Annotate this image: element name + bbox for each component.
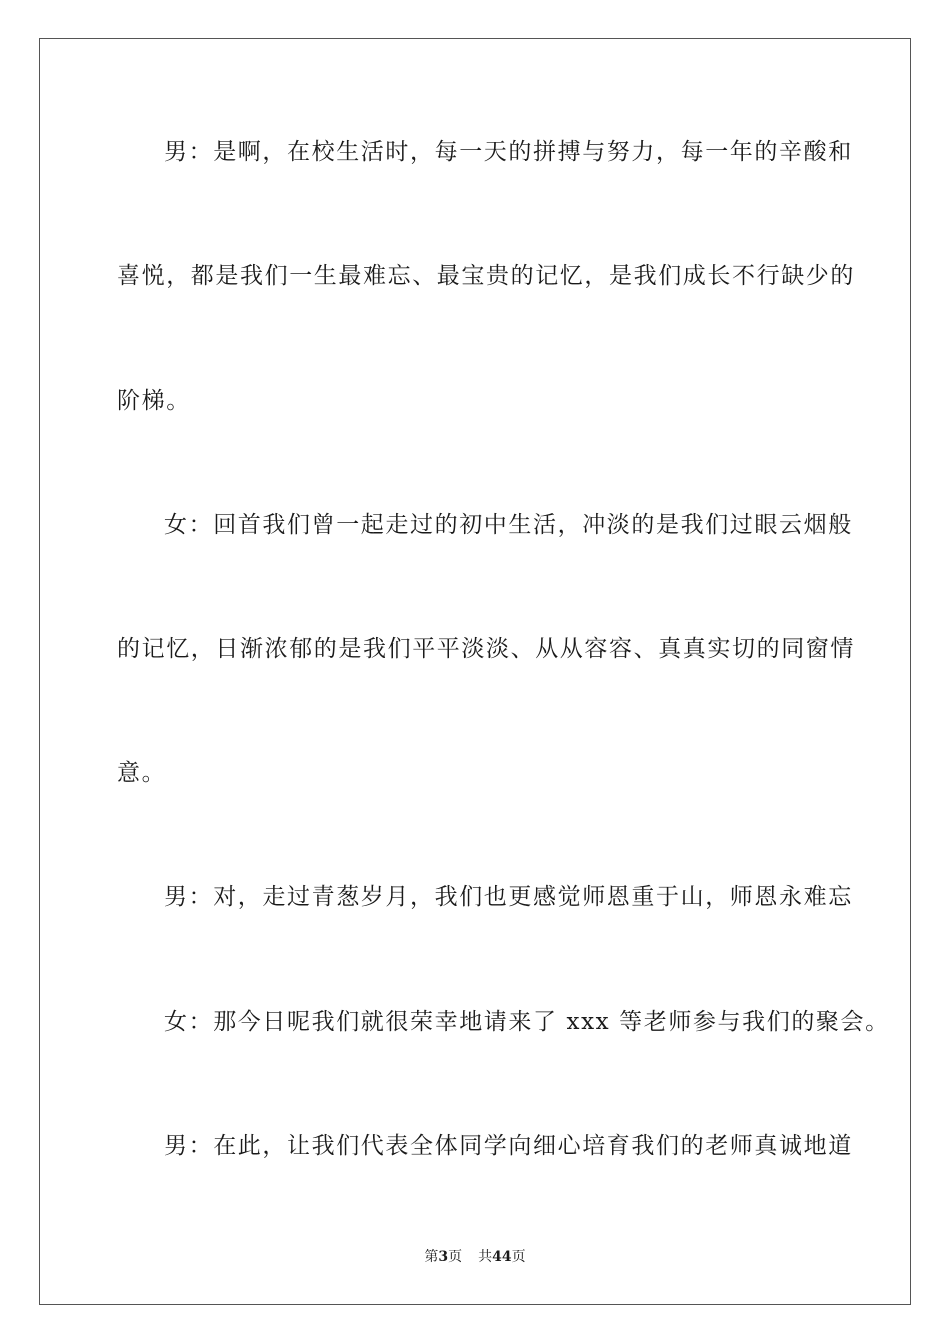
text-line-1: 男：是啊，在校生活时，每一天的拼搏与努力，每一年的辛酸和 [164, 139, 853, 165]
footer-total-prefix: 共 [478, 1249, 493, 1265]
text-line-3: 阶梯。 [117, 388, 191, 414]
page-footer [0, 1248, 950, 1266]
text-line-7: 男：对，走过青葱岁月，我们也更感觉师恩重于山，师恩永难忘 [164, 884, 853, 910]
text-line-5: 的记忆，日渐浓郁的是我们平平淡淡、从从容容、真真实切的同窗情 [117, 636, 855, 662]
text-line-2: 喜悦，都是我们一生最难忘、最宝贵的记忆，是我们成长不行缺少的 [117, 263, 855, 289]
footer-total-suffix: 页 [511, 1249, 526, 1265]
footer-page-prefix: 第 [424, 1249, 439, 1265]
page-border [39, 38, 911, 1305]
footer-page-suffix: 页 [448, 1249, 463, 1265]
text-line-9: 男：在此，让我们代表全体同学向细心培育我们的老师真诚地道 [164, 1133, 853, 1159]
text-line-6: 意。 [117, 760, 167, 786]
text-line-8: 女：那今日呢我们就很荣幸地请来了 xxx 等老师参与我们的聚会。 [164, 1009, 890, 1035]
footer-total-number: 44 [492, 1249, 512, 1265]
text-line-4: 女：回首我们曾一起走过的初中生活，冲淡的是我们过眼云烟般 [164, 512, 853, 538]
footer-page-number: 3 [438, 1249, 449, 1265]
